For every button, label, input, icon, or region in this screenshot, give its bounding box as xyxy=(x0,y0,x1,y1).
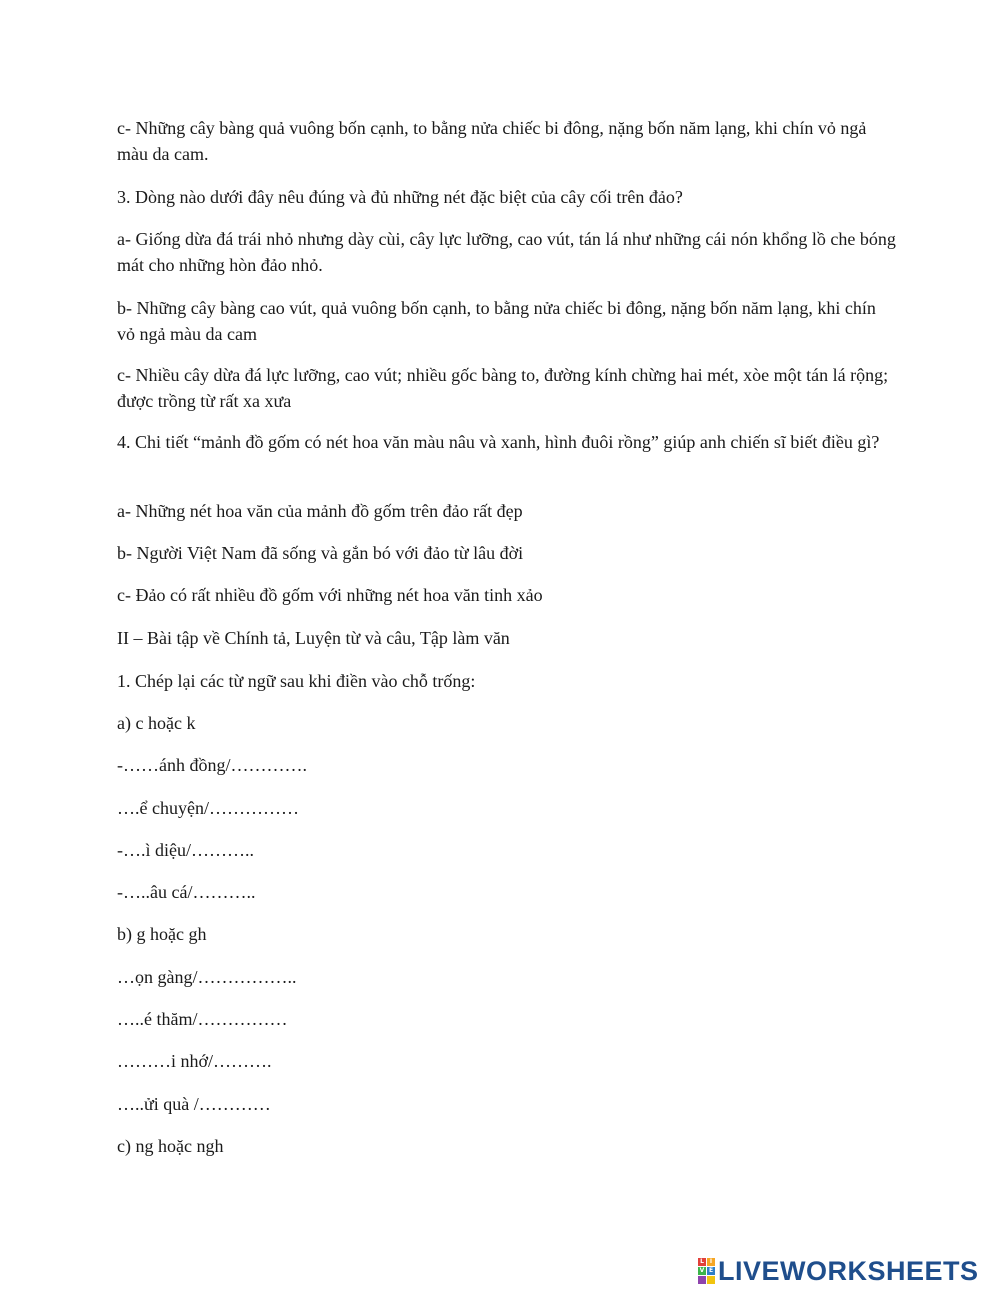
paragraph-option-a-coconut: a- Giống dừa đá trái nhỏ nhưng dày cùi, cây lực lưỡng, cao vút, tán lá như những cái nón khổng lồ che bóng mát cho những hòn đảo nhỏ. xyxy=(117,229,896,275)
part-c-heading: c) ng hoặc ngh xyxy=(117,1136,224,1156)
logo-mark-cell: I xyxy=(707,1258,715,1266)
paragraph-option-c-bang-fruit: c- Những cây bàng quả vuông bốn cạnh, to bằng nửa chiếc bi đông, nặng bốn năm lạng, khi chín vỏ ngả màu da cam. xyxy=(117,118,867,164)
liveworksheets-logo-text: LIVEWORKSHEETS xyxy=(718,1256,979,1286)
fill-blank-item[interactable]: -…..âu cá/……….. xyxy=(117,882,256,902)
paragraph-option-c-coconut-bang: c- Nhiều cây dừa đá lực lưỡng, cao vút; nhiều gốc bàng to, đường kính chừng hai mét, xòe một tán lá rộng; được trồng từ rất xa xưa xyxy=(117,365,889,411)
question-3: 3. Dòng nào dưới đây nêu đúng và đủ những nét đặc biệt của cây cối trên đảo? xyxy=(117,187,683,207)
logo-mark-cell: E xyxy=(708,1267,714,1274)
fill-blank-item[interactable]: -….ì diệu/……….. xyxy=(117,840,254,860)
liveworksheets-logo xyxy=(698,1256,979,1286)
logo-mark-cell: L xyxy=(698,1258,706,1266)
logo-mark-cell xyxy=(707,1276,715,1284)
logo-mark-cell xyxy=(698,1276,706,1284)
part-b-heading: b) g hoặc gh xyxy=(117,924,207,944)
part-a-heading: a) c hoặc k xyxy=(117,713,196,733)
fill-blank-item[interactable]: …..é thăm/…………… xyxy=(117,1009,288,1029)
paragraph-option-b-bang-trees: b- Những cây bàng cao vút, quả vuông bốn cạnh, to bằng nửa chiếc bi đông, nặng bốn năm lạng, khi chín vỏ ngả màu da cam xyxy=(117,298,876,344)
fill-blank-item[interactable]: ….ể chuyện/…………… xyxy=(117,798,299,818)
question-4-option-c: c- Đảo có rất nhiều đồ gốm với những nét hoa văn tinh xảo xyxy=(117,585,543,605)
fill-blank-item[interactable]: ………i nhớ/………. xyxy=(117,1051,272,1071)
liveworksheets-logo-mark-icon xyxy=(698,1258,715,1284)
section-heading-ii: II – Bài tập về Chính tả, Luyện từ và câu, Tập làm văn xyxy=(117,628,510,648)
question-4-option-a: a- Những nét hoa văn của mảnh đồ gốm trên đảo rất đẹp xyxy=(117,501,523,521)
question-4-option-b: b- Người Việt Nam đã sống và gắn bó với đảo từ lâu đời xyxy=(117,543,524,563)
question-4: 4. Chi tiết “mảnh đồ gốm có nét hoa văn màu nâu và xanh, hình đuôi rồng” giúp anh chiến sĩ biết điều gì? xyxy=(117,432,880,452)
exercise-1-instruction: 1. Chép lại các từ ngữ sau khi điền vào chỗ trống: xyxy=(117,671,476,691)
fill-blank-item[interactable]: …ọn gàng/…………….. xyxy=(117,967,297,987)
logo-mark-cell: V xyxy=(699,1267,705,1274)
fill-blank-item[interactable]: -……ánh đồng/…………. xyxy=(117,755,307,775)
fill-blank-item[interactable]: …..ửi quà /………… xyxy=(117,1094,271,1114)
